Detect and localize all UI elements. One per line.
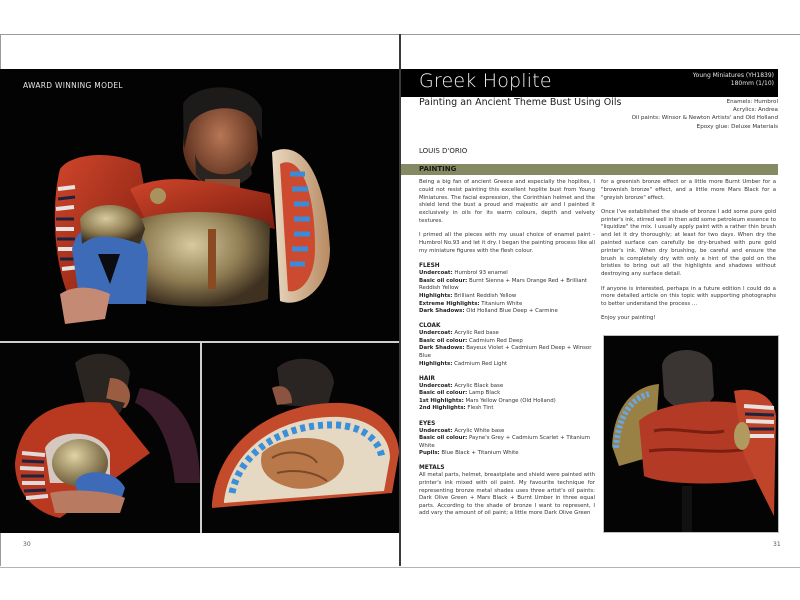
recipe-cloak — [419, 322, 595, 368]
hoplite-bust-shield-image — [202, 343, 399, 533]
model-info — [693, 72, 774, 88]
intro-paragraph: Being a big fan of ancient Greece and especially the hoplites, I could not resist painting this excellent hoplite bust from Young Miniatures. The facial expression, the Corinthian helmet and the shield lend the bust a proud and majestic air and I painted it exclusively in oils for its warm colours, depth and velvety textures. — [419, 179, 595, 224]
recipe-line: 2nd Highlights: Flesh Tint — [419, 405, 494, 412]
section-heading: PAINTING — [419, 165, 457, 173]
recipe-line: Basic oil colour: Burnt Sienna + Mars Orange Red + Brilliant Reddish Yellow — [419, 277, 588, 292]
body-paragraph: If anyone is interested, perhaps in a future edition I could do a more detailed article on this topic with supporting photographs to better understand the process ... — [601, 285, 776, 308]
text-column-1 — [419, 179, 595, 525]
recipe-line: Basic oil colour: Payne's Grey + Cadmium Scarlet + Titanium White — [419, 435, 590, 449]
article-subtitle: Painting an Ancient Theme Bust Using Oils — [419, 97, 622, 108]
body-paragraph: for a greenish bronze effect or a little more Burnt Umber for a "brownish bronze" effect, and a little more Mars Black for a "greyish bronze" effect. — [601, 179, 776, 201]
recipe-line: Undercoat: Acrylic White base — [419, 427, 505, 434]
recipe-line: Dark Shadows: Bayeux Violet + Cadmium Red Deep + Winsor Blue — [419, 345, 592, 360]
recipe-line: Highlights: Cadmium Red Light — [419, 360, 508, 367]
author-byline: LOUIS D'ORIO — [419, 147, 468, 155]
recipe-heading: HAIR — [419, 375, 435, 382]
photo-left-profile — [0, 343, 200, 533]
recipe-line: Highlights: Brilliant Reddish Yellow — [419, 292, 517, 299]
page-spine — [399, 34, 401, 566]
recipe-line: Undercoat: Acrylic Red base — [419, 330, 499, 337]
material-glue: Epoxy glue: Deluxe Materials — [696, 123, 778, 130]
material-enamels: Enamels: Humbrol — [726, 99, 778, 105]
text-column-2 — [601, 179, 776, 330]
photo-shield-side — [202, 343, 399, 533]
metals-section — [419, 464, 595, 518]
model-scale: 180mm (1/10) — [730, 80, 774, 87]
article-title: Greek Hoplite — [419, 70, 552, 92]
material-acrylics: Acrylics: Andrea — [732, 107, 778, 114]
photo-back-view — [603, 335, 779, 533]
recipe-line: Undercoat: Humbrol 93 enamel — [419, 270, 508, 277]
page-number-left: 30 — [23, 541, 31, 548]
recipe-line: Dark Shadows: Old Holland Blue Deep + Carmine — [419, 308, 558, 315]
page-number-right: 31 — [773, 541, 781, 548]
material-oils: Oil paints: Winsor & Newton Artists' and Old Holland — [631, 115, 778, 122]
hoplite-bust-front-image — [0, 69, 399, 341]
hoplite-bust-back-image — [604, 336, 778, 532]
recipe-line: Basic oil colour: Cadmium Red Deep — [419, 337, 523, 344]
recipe-line: 1st Highlights: Mars Yellow Orange (Old Holland) — [419, 397, 556, 404]
hero-photo-hoplite-front — [0, 69, 399, 341]
recipe-line: Pupils: Blue Black + Titanium White — [419, 450, 519, 457]
section-bar-painting — [401, 164, 778, 175]
left-page — [0, 69, 399, 533]
recipe-flesh — [419, 262, 595, 316]
recipe-eyes — [419, 420, 595, 458]
recipe-line: Extreme Highlights: Titanium White — [419, 300, 523, 307]
metals-text: All metal parts, helmet, breastplate and shield were painted with printer's ink mixed with oil paint. My favourite technique for representing bronze metal shades uses three artist's oil paints: Dark Olive Green + Mars Black + Burnt Umber in three equal parts. According to the shade of bronze I want to represent, I add vary the amount of oil paint; a little more Dark Olive Green — [419, 472, 595, 517]
hoplite-bust-left-profile-image — [0, 343, 200, 533]
recipe-heading: CLOAK — [419, 323, 441, 330]
section-kicker: AWARD WINNING MODEL — [23, 81, 123, 90]
intro-paragraph: I primed all the pieces with my usual choice of enamel paint - Humbrol No.93 and let it dry. I began the painting process like all my miniature figures with the flesh colour. — [419, 232, 595, 254]
recipe-line: Basic oil colour: Lamp Black — [419, 390, 501, 397]
recipe-heading: EYES — [419, 420, 436, 427]
recipe-heading: METALS — [419, 465, 445, 472]
closing-line: Enjoy your painting! — [601, 315, 656, 322]
recipe-heading: FLESH — [419, 263, 440, 270]
model-maker: Young Miniatures (YH1839) — [692, 72, 774, 79]
body-paragraph: Once I've established the shade of bronze I add some pure gold printer's ink, stirred well in then add some petroleum essence to "liquidize" the mix. I usually apply paint with a rather thin brush and let it dry thoroughly; at least for two days. When dry the painted surface can carefully be dry-brushed with pure gold printer's ink. When dry brushing, be careful and ensure the brush is completely dry with only a hint of the gold on the bristles to bring out all the highlights and shadows without destroying any surface detail. — [601, 208, 776, 278]
recipe-line: Undercoat: Acrylic Black base — [419, 382, 504, 389]
recipe-hair — [419, 375, 595, 413]
materials-list — [632, 98, 778, 131]
title-band — [401, 69, 778, 97]
